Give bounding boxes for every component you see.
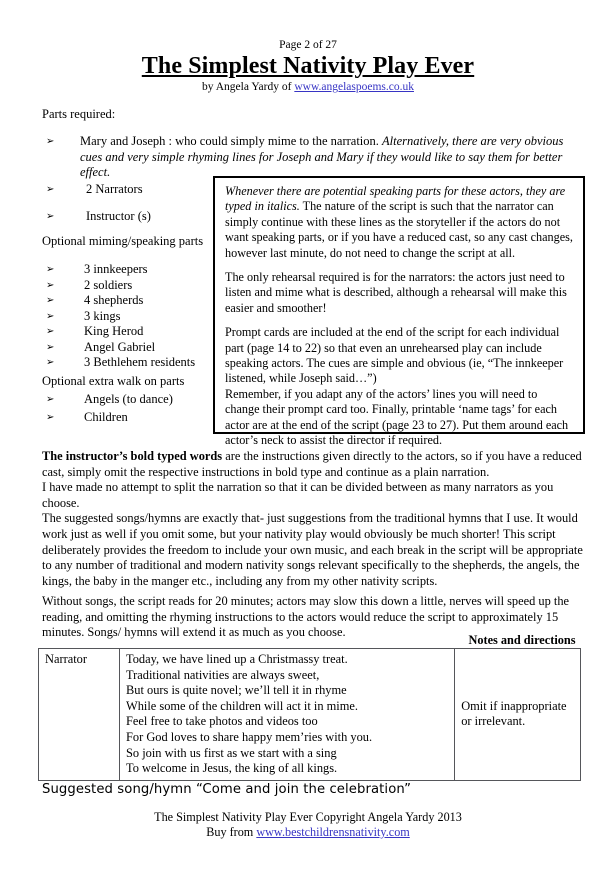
list-item-label: 4 shepherds (84, 293, 144, 307)
optional-miming-list (42, 262, 222, 371)
suggested-song-line: Suggested song/hymn “Come and join the celebration” (42, 782, 412, 797)
list-item (42, 209, 217, 225)
list-item (42, 410, 222, 426)
list-item (42, 355, 222, 371)
body-paragraph-1 (42, 449, 584, 480)
body-block-one (42, 449, 584, 589)
script-line: Traditional nativities are always sweet, (126, 667, 320, 682)
optional-extra-heading: Optional extra walk on parts (42, 374, 185, 388)
byline (0, 80, 616, 94)
list-item-label: 2 Narrators (86, 182, 143, 196)
list-item-label: Angel Gabriel (84, 339, 156, 354)
arrow-bullet-icon: ➢ (46, 295, 55, 306)
speaker-cell: Narrator (39, 649, 120, 781)
body-paragraph-2: I have made no attempt to split the narration so that it can be divided between as many narrators as you choose. (42, 480, 554, 510)
list-item-label: Instructor (s) (86, 208, 151, 223)
page-number: Page 2 of 27 (279, 39, 337, 51)
author-website-link[interactable]: www.angelaspoems.co.uk (294, 81, 414, 93)
arrow-bullet-icon: ➢ (46, 326, 55, 337)
script-line: While some of the children will act it in mime. (126, 698, 358, 713)
list-item (42, 340, 222, 356)
list-item (42, 309, 222, 325)
list-item (42, 182, 217, 198)
list-item-label: 3 kings (84, 308, 121, 323)
role-bullet-block (42, 182, 217, 235)
callout-italic-lead: Whenever there are potential speaking parts for these actors, they are typed in italics. (225, 184, 566, 214)
list-item-label (80, 134, 582, 181)
arrow-bullet-icon: ➢ (46, 210, 55, 222)
notes-column-header: Notes and directions (468, 633, 576, 647)
arrow-bullet-icon: ➢ (46, 310, 55, 322)
callout-box (213, 176, 585, 448)
mary-joseph-bullet-block (42, 134, 582, 181)
callout-paragraph-2: The only rehearsal required is for the narrators: the actors just need to listen and mime what is described, although a rehearsal will make this easier and smoother! (225, 270, 567, 315)
body-paragraph-4: Without songs, the script reads for 20 minutes; actors may slow this down a little, nerves will speed up the reading, and omitting the rhyming instructions to the actors would reduce the script to approximately 15 minutes. Songs/ hymns will extend it as much as you choose. (42, 594, 570, 640)
page-title (0, 52, 616, 81)
buy-website-link[interactable]: www.bestchildrensnativity.com (256, 825, 410, 839)
callout-paragraph-4: Remember, if you adapt any of the actors’ lines you will need to change their prompt card too. Finally, printable ‘name tags’ for each actor are at the end of the script (page 23 to 27). Put them around each actor’s neck to assist the director if required. (225, 386, 569, 448)
optional-extra-list (42, 392, 222, 427)
script-line: Feel free to take photos and videos too (126, 714, 318, 729)
list-item-label: Angels (to dance) (84, 392, 173, 406)
arrow-bullet-icon: ➢ (46, 411, 55, 423)
callout-p1-rest: The nature of the script is such that the narrator can simply continue with these lines as the storyteller if the actors do not want speaking parts, or if you have a reduced cast, so any cast changes, however last minute, do not need to change the script at all. (225, 199, 573, 260)
callout-paragraph-1 (225, 184, 574, 261)
script-line: For God loves to share happy mem’ries with you. (126, 729, 373, 744)
notes-cell: Omit if inappropriate or irrelevant. (455, 649, 581, 781)
arrow-bullet-icon: ➢ (46, 136, 55, 147)
list-item (42, 293, 222, 309)
optional-miming-heading: Optional miming/speaking parts (42, 234, 204, 248)
list-item (42, 392, 222, 408)
list-item-label: King Herod (84, 324, 144, 338)
list-item-label: 2 soldiers (84, 277, 133, 292)
arrow-bullet-icon: ➢ (46, 184, 55, 195)
list-item (42, 134, 582, 181)
arrow-bullet-icon: ➢ (46, 264, 55, 275)
list-item (42, 324, 222, 340)
body-paragraph-3: The suggested songs/hymns are exactly that- just suggestions from the traditional hymns that I use. It would work just as well if you omit some, but your nativity play would obviously be much shorter! This script deliberately provides the freedom to include your own music, and each break in the script will be appropriate to any number of traditional and modern nativity songs relevant specifically to the shepherds, the angels, the kings, the baby in the manger etc., including any from my other nativity scripts. (42, 511, 583, 588)
table-row (39, 649, 581, 781)
script-line: But ours is quite novel; we’ll tell it in rhyme (126, 683, 347, 698)
body-bold-lead: The instructor’s bold typed words (42, 449, 223, 463)
list-item (42, 278, 222, 294)
parts-required-heading: Parts required: (42, 107, 116, 121)
list-item-label: Children (84, 409, 128, 424)
footer-copyright: The Simplest Nativity Play Ever Copyright Angela Yardy 2013 (154, 810, 462, 824)
callout-paragraph-3: Prompt cards are included at the end of the script for each individual part (page 14 to 22) so that even an unrehearsed play can include speaking actors. The cues are simple and obvious (ie, “The innkeeper listened, while Joseph said…”) (225, 325, 564, 386)
byline-prefix: by Angela Yardy of (202, 81, 295, 93)
list-item-label: 3 innkeepers (84, 262, 148, 276)
list-item (42, 262, 222, 278)
script-line: So join with us first as we start with a sing (126, 745, 337, 760)
script-line: Today, we have lined up a Christmassy treat. (126, 652, 348, 666)
page-title-text: The Simplest Nativity Play Ever (141, 53, 475, 79)
body-p1-rest: are the instructions given directly to the actors, so if you have a reduced cast, simply omit the respective instructions in bold type and continue as a plain narration. (42, 449, 582, 479)
arrow-bullet-icon: ➢ (46, 341, 55, 353)
arrow-bullet-icon: ➢ (46, 394, 55, 405)
footer-buy-line (0, 825, 616, 840)
arrow-bullet-icon: ➢ (46, 279, 55, 291)
arrow-bullet-icon: ➢ (46, 357, 55, 368)
script-table (38, 648, 581, 781)
list-item-label: 3 Bethlehem residents (84, 355, 196, 369)
script-lines-cell (120, 649, 455, 781)
buy-prefix: Buy from (206, 825, 257, 839)
mary-joseph-plain: Mary and Joseph : who could simply mime to the narration. (80, 134, 383, 148)
mary-joseph-italic: Alternatively, there are very obvious cues and very simple rhyming lines for Joseph and Mary if they would like to say them for better effect. (80, 134, 564, 179)
script-line: To welcome in Jesus, the king of all kings. (126, 761, 338, 776)
